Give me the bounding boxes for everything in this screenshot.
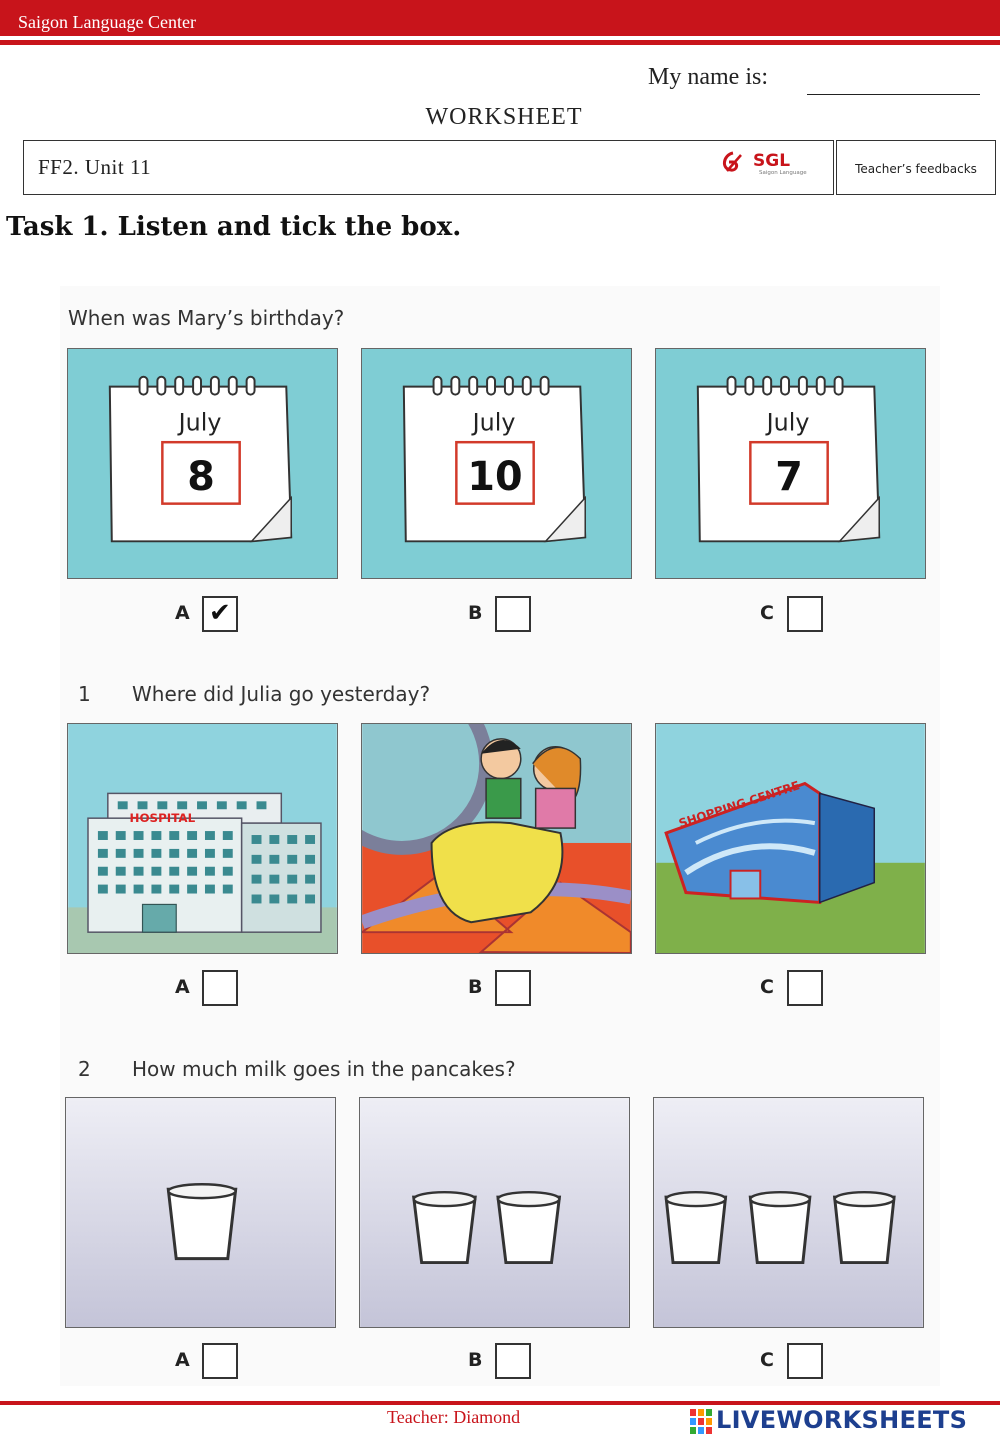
question-text: Where did Julia go yesterday? <box>132 682 431 706</box>
milk-glass-icon <box>835 1192 894 1262</box>
question-number: 2 <box>78 1057 91 1081</box>
day-number: 10 <box>467 453 523 500</box>
option-letter: B <box>468 976 483 998</box>
month-label: July <box>766 408 810 437</box>
hospital-panel <box>67 723 338 954</box>
shopping-centre-sign: SHOPPING CENTRE <box>676 778 802 831</box>
milk-glass-icon <box>168 1184 235 1258</box>
question-example-text: When was Mary’s birthday? <box>68 306 345 330</box>
sgl-logo <box>719 147 827 177</box>
unit-label: FF2. Unit 11 <box>38 155 152 179</box>
hospital-sign: HOSPITAL <box>129 811 196 826</box>
day-number: 8 <box>187 453 215 500</box>
option-letter: A <box>175 602 190 624</box>
month-label: July <box>178 408 222 437</box>
tick-box[interactable] <box>787 1343 823 1379</box>
liveworksheets-logo[interactable] <box>690 1406 990 1436</box>
footer-divider <box>0 1401 1000 1405</box>
tick-box[interactable] <box>495 970 531 1006</box>
sgl-logo-subtext: Saigon Language <box>759 170 807 176</box>
day-number: 7 <box>775 453 803 500</box>
shopping-centre-panel <box>655 723 926 954</box>
month-label: July <box>472 408 516 437</box>
name-input-line[interactable] <box>807 94 980 95</box>
tick-box[interactable] <box>202 970 238 1006</box>
question-text: How much milk goes in the pancakes? <box>132 1057 516 1081</box>
milk-glass-icon <box>750 1192 809 1262</box>
calendar-panel-c <box>655 348 926 579</box>
liveworksheets-grid-icon <box>690 1409 712 1435</box>
question-number: 1 <box>78 682 91 706</box>
worksheet-title: WORKSHEET <box>425 104 583 130</box>
check-mark-icon: ✔ <box>209 598 231 628</box>
tick-box[interactable] <box>202 1343 238 1379</box>
milk-glass-icon <box>414 1192 475 1262</box>
unit-box <box>23 140 834 195</box>
tick-box[interactable] <box>495 1343 531 1379</box>
calendar-panel-a <box>67 348 338 579</box>
milk-glass-icon <box>498 1192 559 1262</box>
option-letter: B <box>468 602 483 624</box>
feedback-label: Teacher’s feedbacks <box>855 162 977 176</box>
liveworksheets-brand: LIVEWORKSHEETS <box>716 1406 968 1434</box>
option-letter: A <box>175 976 190 998</box>
milk-glass-icon <box>666 1192 725 1262</box>
tick-box[interactable] <box>202 596 238 632</box>
milk-panel-c <box>653 1097 924 1328</box>
calendar-panel-b <box>361 348 632 579</box>
task-title: Task 1. Listen and tick the box. <box>6 212 462 242</box>
sgl-logo-text: SGL <box>753 151 791 171</box>
option-letter: C <box>760 602 774 624</box>
my-name-label: My name is: <box>648 64 768 90</box>
tick-box[interactable] <box>495 596 531 632</box>
amusement-park-panel <box>361 723 632 954</box>
milk-panel-b <box>359 1097 630 1328</box>
tick-box[interactable] <box>787 596 823 632</box>
header-bar <box>0 0 1000 36</box>
option-letter: C <box>760 976 774 998</box>
header-divider <box>0 40 1000 45</box>
center-name: Saigon Language Center <box>18 12 196 32</box>
feedback-box[interactable] <box>836 140 996 195</box>
option-letter: C <box>760 1349 774 1371</box>
tick-box[interactable] <box>787 970 823 1006</box>
option-letter: A <box>175 1349 190 1371</box>
milk-panel-a <box>65 1097 336 1328</box>
option-letter: B <box>468 1349 483 1371</box>
teacher-name: Teacher: Diamond <box>387 1407 521 1427</box>
